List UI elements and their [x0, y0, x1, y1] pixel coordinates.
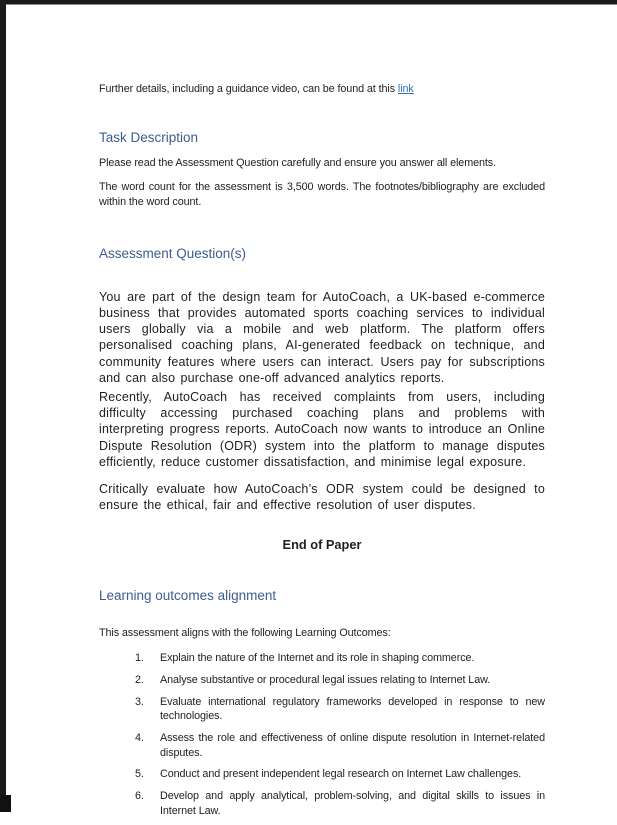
list-item-text: Assess the role and effectiveness of online dispute resolution in Internet-related disputes. — [160, 731, 545, 759]
list-item-number: 1. — [135, 652, 144, 665]
list-item-number: 6. — [135, 790, 144, 803]
list-item-number: 3. — [135, 695, 144, 708]
assessment-question-para-2: Recently, AutoCoach has received complaints from users, including difficulty accessing purchased coaching plans and problems with interpreting progress reports. AutoCoach now wants to introduce an Online Dispute Resolution (ODR) system into the platform to manage disputes efficiently, reduce customer dissatisfaction, and minimise legal exposure. — [99, 390, 545, 469]
list-item-number: 5. — [135, 768, 144, 781]
task-description-heading: Task Description — [99, 129, 199, 145]
viewer-edge-corner — [0, 795, 11, 812]
assessment-question-heading: Assessment Question(s) — [99, 245, 247, 261]
assessment-question-para-1: You are part of the design team for AutoCoach, a UK-based e-commerce business that provides automated sports coaching services to individual users globally via a mobile and web platform. The platform offers personalised coaching plans, AI-generated feedback on technique, and community features where users can interact. Users pay for subscriptions and can also purchase one-off advanced analytics reports. — [99, 289, 545, 385]
task-description-para-2: The word count for the assessment is 3,500 words. The footnotes/bibliography are excluded within the word count. — [99, 181, 545, 209]
list-item-text: Analyse substantive or procedural legal issues relating to Internet Law. — [160, 673, 491, 686]
list-item-text: Conduct and present independent legal research on Internet Law challenges. — [160, 768, 522, 781]
list-item-text: Explain the nature of the Internet and its role in shaping commerce. — [160, 652, 475, 665]
intro-line — [99, 82, 545, 97]
list-item-number: 4. — [135, 731, 144, 744]
list-item-number: 2. — [135, 673, 144, 686]
viewer-edge-top — [0, 0, 617, 5]
viewer-edge-left — [0, 0, 6, 812]
list-item — [99, 767, 545, 782]
list-item — [99, 789, 545, 818]
list-item-text: Develop and apply analytical, problem-solving, and digital skills to issues in Internet Law. — [160, 790, 545, 817]
list-item — [99, 731, 545, 760]
page-content — [99, 0, 545, 825]
task-description-para-1: Please read the Assessment Question carefully and ensure you answer all elements. — [99, 156, 497, 169]
list-item — [99, 695, 545, 724]
learning-outcomes-intro: This assessment aligns with the following Learning Outcomes: — [99, 627, 391, 640]
end-of-paper-marker: End of Paper — [282, 537, 362, 553]
assessment-question-para-3: Critically evaluate how AutoCoach’s ODR system could be designed to ensure the ethical, fair and effective resolution of user disputes. — [99, 482, 545, 513]
learning-outcomes-heading: Learning outcomes alignment — [99, 588, 277, 604]
intro-text: Further details, including a guidance video, can be found at this — [99, 83, 398, 95]
list-item — [99, 651, 545, 666]
guidance-video-link[interactable]: link — [397, 83, 414, 95]
list-item — [99, 673, 545, 688]
list-item-text: Evaluate international regulatory frameworks developed in response to new technologies. — [160, 695, 545, 723]
learning-outcomes-list — [99, 651, 545, 818]
